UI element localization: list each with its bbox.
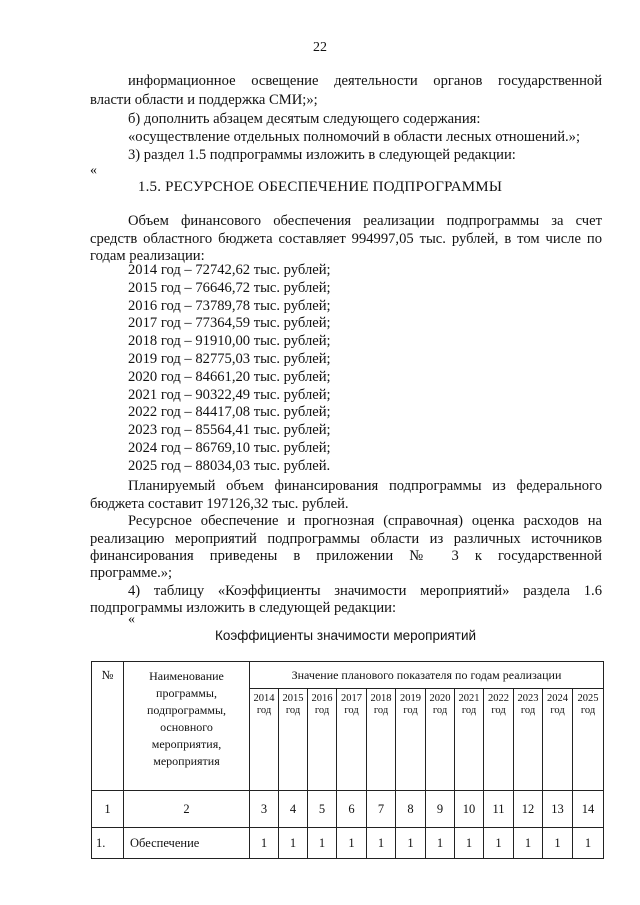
paragraph-line: 3) раздел 1.5 подпрограммы изложить в следующей редакции: — [128, 147, 516, 163]
opening-quote: « — [128, 612, 135, 627]
index-cell: 12 — [514, 791, 543, 828]
index-cell: 6 — [337, 791, 367, 828]
funding-year-line: 2018 год – 91910,00 тыс. рублей; — [128, 333, 331, 350]
coefficients-table — [91, 661, 604, 859]
year-header: 2015 год — [279, 689, 308, 791]
row-value: 1 — [337, 828, 367, 859]
column-header-values: Значение планового показателя по годам реализации — [250, 662, 604, 689]
row-value: 1 — [455, 828, 484, 859]
year-header: 2019 год — [396, 689, 426, 791]
paragraph-line: власти области и поддержка СМИ;»; — [90, 92, 318, 108]
index-cell: 14 — [573, 791, 604, 828]
funding-year-line: 2019 год – 82775,03 тыс. рублей; — [128, 350, 331, 367]
paragraph-line: информационное освещение деятельности органов государственной — [128, 73, 602, 89]
paragraph-line: Объем финансового обеспечения реализации подпрограммы за счет — [128, 213, 602, 229]
index-cell: 4 — [279, 791, 308, 828]
index-cell: 10 — [455, 791, 484, 828]
year-header: 2024 год — [543, 689, 573, 791]
index-cell: 9 — [426, 791, 455, 828]
paragraph-line: средств областного бюджета составляет 994997,05 тыс. рублей, в том числе по — [90, 231, 602, 247]
year-header: 2025 год — [573, 689, 604, 791]
row-value: 1 — [543, 828, 573, 859]
index-cell: 11 — [484, 791, 514, 828]
index-cell: 13 — [543, 791, 573, 828]
row-value: 1 — [308, 828, 337, 859]
funding-year-line: 2020 год – 84661,20 тыс. рублей; — [128, 368, 331, 385]
index-cell: 3 — [250, 791, 279, 828]
row-value: 1 — [426, 828, 455, 859]
row-number: 1. — [92, 828, 124, 859]
table-index-row — [92, 791, 604, 828]
page-number: 22 — [313, 40, 327, 55]
funding-year-line: 2022 год – 84417,08 тыс. рублей; — [128, 404, 331, 421]
funding-by-year-list — [128, 262, 331, 476]
year-header: 2018 год — [367, 689, 396, 791]
year-header: 2022 год — [484, 689, 514, 791]
paragraph-line: финансирования приведены в приложении № 3 к государственной — [90, 548, 602, 564]
year-header: 2023 год — [514, 689, 543, 791]
year-header: 2016 год — [308, 689, 337, 791]
funding-year-line: 2021 год – 90322,49 тыс. рублей; — [128, 386, 331, 403]
paragraph-line: бюджета составит 197126,32 тыс. рублей. — [90, 496, 349, 512]
index-cell: 1 — [92, 791, 124, 828]
row-value: 1 — [573, 828, 604, 859]
funding-year-line: 2024 год – 86769,10 тыс. рублей; — [128, 439, 331, 456]
index-cell: 5 — [308, 791, 337, 828]
section-heading: 1.5. РЕСУРСНОЕ ОБЕСПЕЧЕНИЕ ПОДПРОГРАММЫ — [137, 179, 503, 195]
index-cell: 7 — [367, 791, 396, 828]
row-value: 1 — [484, 828, 514, 859]
year-header: 2014 год — [250, 689, 279, 791]
funding-year-line: 2023 год – 85564,41 тыс. рублей; — [128, 422, 331, 439]
table-title: Коэффициенты значимости мероприятий — [215, 628, 477, 643]
funding-year-line: 2025 год – 88034,03 тыс. рублей. — [128, 457, 331, 474]
row-value: 1 — [514, 828, 543, 859]
year-header: 2017 год — [337, 689, 367, 791]
paragraph-line: Ресурсное обеспечение и прогнозная (справочная) оценка расходов на — [128, 513, 602, 529]
paragraph-line: 4) таблицу «Коэффициенты значимости мероприятий» раздела 1.6 — [128, 583, 602, 599]
funding-year-line: 2015 год – 76646,72 тыс. рублей; — [128, 279, 331, 296]
table-row — [92, 828, 604, 859]
paragraph-line: «осуществление отдельных полномочий в области лесных отношений.»; — [128, 129, 581, 145]
table-header-row — [92, 662, 604, 689]
paragraph-line: реализацию мероприятий подпрограммы области из различных источников — [90, 531, 602, 547]
opening-quote: « — [90, 163, 97, 178]
paragraph-line: б) дополнить абзацем десятым следующего содержания: — [128, 111, 481, 127]
row-value: 1 — [250, 828, 279, 859]
year-header: 2021 год — [455, 689, 484, 791]
paragraph-line: подпрограммы изложить в следующей редакции: — [90, 600, 397, 616]
paragraph-line: Планируемый объем финансирования подпрограммы из федерального — [128, 478, 602, 494]
funding-year-line: 2017 год – 77364,59 тыс. рублей; — [128, 315, 331, 332]
row-value: 1 — [396, 828, 426, 859]
paragraph-line: годам реализации: — [90, 248, 205, 264]
index-cell: 2 — [124, 791, 250, 828]
row-name: Обеспечение — [124, 828, 250, 859]
paragraph-line: программе.»; — [90, 565, 173, 581]
year-header: 2020 год — [426, 689, 455, 791]
funding-year-line: 2016 год – 73789,78 тыс. рублей; — [128, 297, 331, 314]
row-value: 1 — [279, 828, 308, 859]
row-value: 1 — [367, 828, 396, 859]
index-cell: 8 — [396, 791, 426, 828]
funding-year-line: 2014 год – 72742,62 тыс. рублей; — [128, 262, 331, 278]
column-header-number: № — [92, 662, 124, 791]
column-header-name: Наименование программы, подпрограммы, основного мероприятия, мероприятия — [124, 662, 250, 791]
